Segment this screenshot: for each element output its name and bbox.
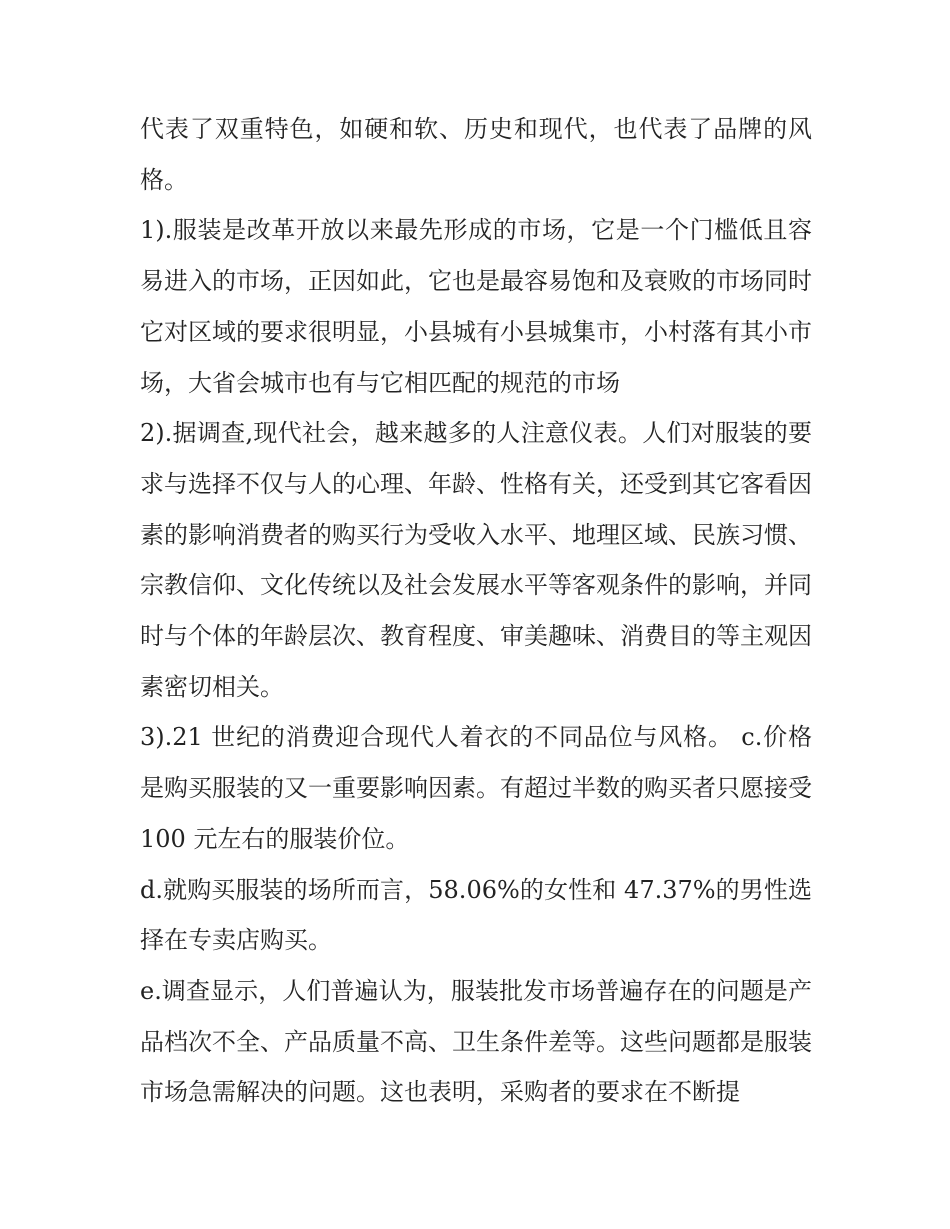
paragraph-point-d: d.就购买服装的场所而言，58.06%的女性和 47.37%的男性选择在专卖店购买。 [140,875,812,955]
paragraph-point-e: e.调查显示，人们普遍认为，服装批发市场普遍存在的问题是产品档次不全、产品质量不高、卫生条件差等。这些问题都是服装市场急需解决的问题。这也表明，采购者的要求在不断提 [140,976,812,1107]
paragraph-point-2: 2).据调查,现代社会，越来越多的人注意仪表。人们对服装的要求与选择不仅与人的心理、年龄、性格有关，还受到其它客看因素的影响消费者的购买行为受收入水平、地理区域、民族习惯、宗教信仰、文化传统以及社会发展水平等客观条件的影响，并同时与个体的年龄层次、教育程度、审美趣味、消费目的等主观因素密切相关。 [140,419,812,701]
document-body [140,104,812,1118]
paragraph-point-3: 3).21 世纪的消费迎合现代人着衣的不同品位与风格。 c.价格是购买服装的又一重要影响因素。有超过半数的购买者只愿接受 100 元左右的服装价位。 [140,723,812,853]
paragraph-point-1: 1).服装是改革开放以来最先形成的市场，它是一个门槛低且容易进入的市场，正因如此，它也是最容易饱和及衰败的市场同时它对区域的要求很明显，小县城有小县城集市，小村落有其小市场，大省会城市也有与它相匹配的规范的市场 [140,216,812,397]
paragraph-brand-style: 代表了双重特色，如硬和软、历史和现代，也代表了品牌的风格。 [140,115,812,194]
